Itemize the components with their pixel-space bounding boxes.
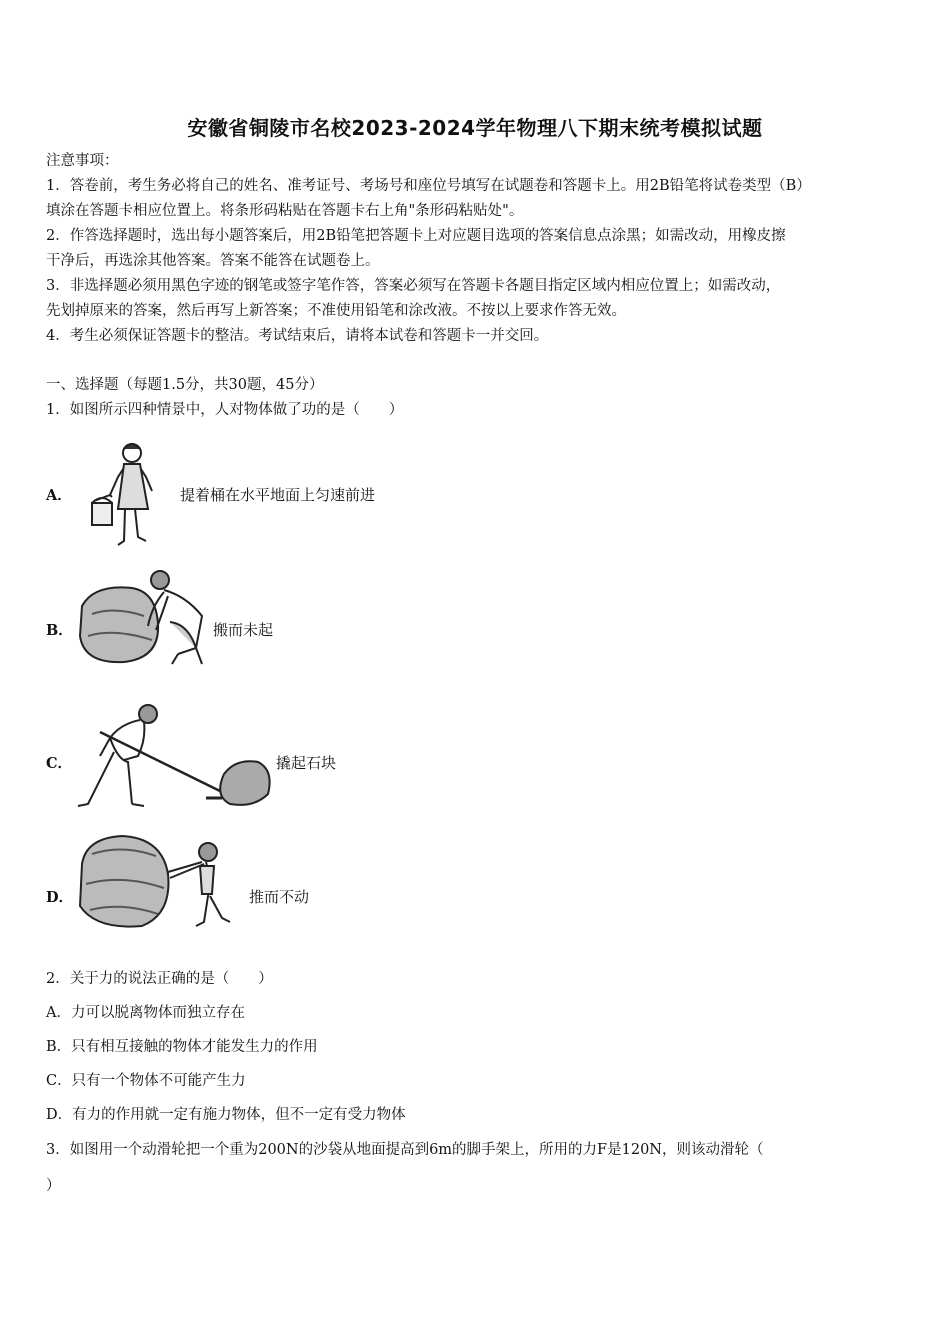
question-3-stem-end: ） <box>46 1178 61 1194</box>
boy-pushing-boulder-icon <box>72 834 246 930</box>
q1-option-b-text: 搬而未起 <box>213 621 274 639</box>
notice-line: 先划掉原来的答案，然后再写上新答案；不准使用铅笔和涂改液。不按以上要求作答无效。 <box>46 303 626 319</box>
notice-line: 1．答卷前，考生务必将自己的姓名、准考证号、考场号和座位号填写在试题卷和答题卡上。用2B铅笔将试卷类型（B） <box>46 178 811 194</box>
question-2-stem: 2．关于力的说法正确的是（ ） <box>46 971 273 987</box>
q2-option-b: B．只有相互接触的物体才能发生力的作用 <box>46 1039 318 1055</box>
q1-option-b-letter: B． <box>46 622 73 639</box>
notice-line: 4．考生必须保证答题卡的整洁。考试结束后，请将本试卷和答题卡一并交回。 <box>46 328 549 344</box>
q1-option-a-letter: A． <box>46 487 72 504</box>
notice-heading: 注意事项： <box>46 153 119 169</box>
q1-option-d-text: 推而不动 <box>249 888 310 906</box>
section-heading: 一、选择题（每题1.5分，共30题，45分） <box>46 377 324 393</box>
q1-option-d-letter: D． <box>46 889 74 906</box>
q1-option-a-text: 提着桶在水平地面上匀速前进 <box>180 486 376 504</box>
q1-option-c-text: 撬起石块 <box>276 754 337 772</box>
q2-option-c: C．只有一个物体不可能产生力 <box>46 1073 246 1089</box>
notice-line: 2．作答选择题时，选出每小题答案后，用2B铅笔把答题卡上对应题目选项的答案信息点涂黑；如需改动，用橡皮擦 <box>46 228 786 244</box>
girl-carrying-bucket-icon <box>80 437 180 549</box>
man-lifting-rock-icon <box>74 566 214 670</box>
q2-option-d: D．有力的作用就一定有施力物体，但不一定有受力物体 <box>46 1107 406 1123</box>
notice-line: 填涂在答题卡相应位置上。将条形码粘贴在答题卡右上角"条形码粘贴处"。 <box>46 203 524 219</box>
man-prying-rock-icon <box>74 700 276 812</box>
question-1-stem: 1．如图所示四种情景中，人对物体做了功的是（ ） <box>46 402 404 418</box>
q2-option-a: A．力可以脱离物体而独立存在 <box>46 1005 245 1021</box>
notice-line: 3．非选择题必须用黑色字迹的钢笔或签字笔作答，答案必须写在答题卡各题目指定区域内相应位置上；如需改动， <box>46 278 781 294</box>
page-title: 安徽省铜陵市名校2023-2024学年物理八下期末统考模拟试题 <box>187 116 763 140</box>
q1-option-c-letter: C． <box>46 755 73 772</box>
notice-line: 干净后，再选涂其他答案。答案不能答在试题卷上。 <box>46 253 380 269</box>
question-3-stem: 3．如图用一个动滑轮把一个重为200N的沙袋从地面提高到6m的脚手架上，所用的力F是120N，则该动滑轮（ <box>46 1142 764 1158</box>
